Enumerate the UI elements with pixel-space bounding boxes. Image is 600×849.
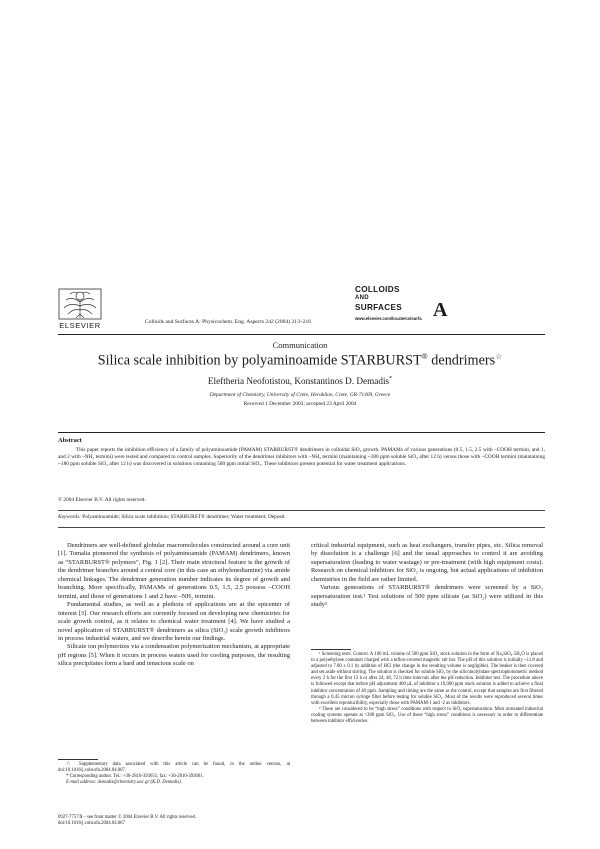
- journal-logo: [355, 285, 465, 321]
- doi-line[interactable]: doi:10.1016/j.colsurfa.2004.04.067: [58, 821, 125, 827]
- journal-logo-text: [355, 285, 402, 312]
- keywords-top-divider: [58, 510, 545, 511]
- journal-url[interactable]: www.elsevier.com/locate/colsurfa: [355, 316, 422, 321]
- keywords-list: Polyaminoamide; Silica scale inhibition; STARBURST® dendrimer; Water treatment; Deposit: [80, 514, 285, 520]
- section-label: Communication: [272, 340, 328, 350]
- tree-emblem-icon: [58, 288, 102, 320]
- keywords: [58, 514, 285, 520]
- footnote-corresponding: * Corresponding author. Tel.: +30-2810-393651; fax: +30-2810-393601.: [66, 774, 204, 780]
- bottom-meta: [58, 815, 196, 827]
- footnote-1: ¹ Screening tests: Control. A 100 mL volume of 500 ppm SiO₂ stock solution in the form of Na₂SiO₃·5H₂O is placed in a polyethylene container charged with a teflon-covered magnetic stir bar. The pH of this solution is initially ~11.8 and adjusted to 7.00 ± 0.1 by addition of HCl (the change in the resulting volume is negligible). The beaker is then covered and set aside without stirring. The solution is checked for soluble SiO₂ by the silicomolybdate spectrophotometric method every 2 h for the first 12 h or after 24, 48, 72 h time intervals after the pH reduction. Inhibitor test. The procedure above is followed except that before pH adjustment 400 µL of inhibitor a 10,000 ppm stock solution is added to achieve a final inhibitor concentration of 40 ppm. Sampling and timing are the same as the control, except that samples are first filtered through a 0.45 micron syringe filter before testing for soluble SiO₂. Most of the results were reproduced several times with excellent reproducibility, especially those with PAMAM-1 and -2 as inhibitors.: [311, 652, 543, 706]
- publisher-name: ELSEVIER: [59, 321, 101, 330]
- paper-title: [0, 352, 600, 370]
- journal-logo-line1: COLLOIDS: [355, 285, 400, 294]
- abstract-copyright: © 2004 Elsevier B.V. All rights reserved.: [58, 497, 146, 503]
- title-registered-mark: ®: [421, 352, 428, 361]
- journal-logo-line3: SURFACES: [355, 303, 402, 312]
- journal-logo-line2: AND: [355, 295, 369, 301]
- footnote-email[interactable]: E-mail address: demadis@chemistry.uoc.gr (K.D. Demadis).: [66, 780, 182, 786]
- title-main: Silica scale inhibition by polyaminoamide STARBURST: [97, 352, 422, 369]
- footnotes-left: [58, 762, 290, 786]
- footnote-divider-right: [311, 649, 351, 650]
- abstract-body: This paper reports the inhibition efficiency of a family of polyaminoamide (PAMAM) STARBURST® dendrimers in colloidal SiO₂ growth. PAMAMs of various generations (0.5, 1.5, 2.5 with –COOH termini, and 1, and 2 with –NH₂ termini) were tested and compared to control samples. Superiority of the dendrimer inhibitors with –NH₂ termini (maintaining ~380 ppm soluble SiO₂ after 12 h) versus those with –COOH termini (maintaining ~180 ppm soluble SiO₂ after 12 h) was discovered in solutions containing 500 ppm initial SiO₂. These inhibitors present potential for water treatment applications.: [58, 447, 545, 468]
- body-paragraph: Dendrimers are well-defined globular macromolecules constructed around a core unit [1]. Tomalia pioneered the synthesis of polyaminoamide (PAMAM) dendrimers, known as “STARBURST® polymers”, Fig. 1 [2]. Their main structural feature is the growth of the dendrimer branches around a central core (in this case an ethylenediamine) via amide chemical linkages. The dendrimer generation number indicates its degree of growth and branching. More specifically, PAMAMs of generations 0.5, 1.5, 2.5 possess –COOH termini, and those of generations 1 and 2 have –NH₂ termini.: [58, 542, 290, 600]
- body-column-left: [58, 542, 290, 669]
- footnotes-right: [311, 652, 543, 725]
- author-names: Eleftheria Neofotistou, Konstantinos D. Demadis: [207, 376, 390, 387]
- journal-logo-letter: A: [433, 299, 448, 321]
- abstract-top-divider: [58, 432, 545, 433]
- corresponding-author-link[interactable]: *: [389, 376, 393, 382]
- keywords-label: Keywords:: [58, 514, 81, 520]
- body-paragraph: Silicate ion polymerizes via a condensation polymerization mechanism, at appropriate pH regions [5]. When it occurs in process waters used for cooling purposes, the resulting silica precipitates form a hard and tenacious scale on: [58, 643, 290, 668]
- issn-line: 0927-7757/$ – see front matter © 2004 Elsevier B.V. All rights reserved.: [58, 815, 197, 820]
- header-divider: [58, 334, 545, 335]
- title-star-link[interactable]: ☆: [495, 352, 503, 361]
- body-paragraph: Fundamental studies, as well as a plethora of applications are at the epicenter of interest [3]. Our research efforts are currently focused on developing new chemistries for scale growth control, as it relates to chemical water treatment [4]. We have studied a novel application of STARBURST® dendrimers as silica (SiO₂) scale growth inhibitors in process industrial waters, and we describe herein our findings.: [58, 601, 290, 642]
- journal-citation: Colloids and Surfaces A: Physicochem. Eng. Aspects 242 (2004) 213–216: [145, 319, 312, 325]
- body-paragraph: critical industrial equipment, such as heat exchangers, transfer pipes, etc. Silica removal by dissolution is a challenge [6] and the usual approaches to control it are avoiding supersaturation (leading to water wastage) or pre-treatment (with high equipment costs). Research on chemical inhibitors for SiO₂ is ongoing, but actual applications of inhibition chemistries in the field are rather limited.: [311, 542, 543, 583]
- keywords-bottom-divider: [58, 527, 545, 528]
- body-column-right: [311, 542, 543, 610]
- abstract-heading: Abstract: [58, 437, 82, 444]
- footnote-2: ² These are considered to be “high stress” conditions with respect to SiO₂ supersaturation. Most untreated industrial cooling systems operate at <200 ppm SiO₂. Use of these “high stress” conditions is necessary in order to differentiate between inhibitor efficiencies.: [311, 706, 543, 725]
- body-paragraph: Various generations of STARBURST® dendrimers were screened by a SiO₂ supersaturation test.¹ Test solutions of 500 ppm silicate (as SiO₂) were utilized in this study²: [311, 584, 543, 609]
- affiliation: Department of Chemistry, University of Crete, Heraklion, Crete, GR-71409, Greece: [209, 392, 391, 398]
- received-dates: Received 1 December 2003; accepted 23 April 2004: [243, 401, 357, 407]
- title-tail: dendrimers: [427, 352, 496, 369]
- footnote-supplementary: ☆ Supplementary data associated with this article can be found, in the online version, at doi:10.1016/j.colsurfa.2004.04.067.: [58, 762, 290, 774]
- footnote-divider-left: [58, 759, 98, 760]
- elsevier-logo: [58, 288, 102, 332]
- authors: [0, 376, 600, 386]
